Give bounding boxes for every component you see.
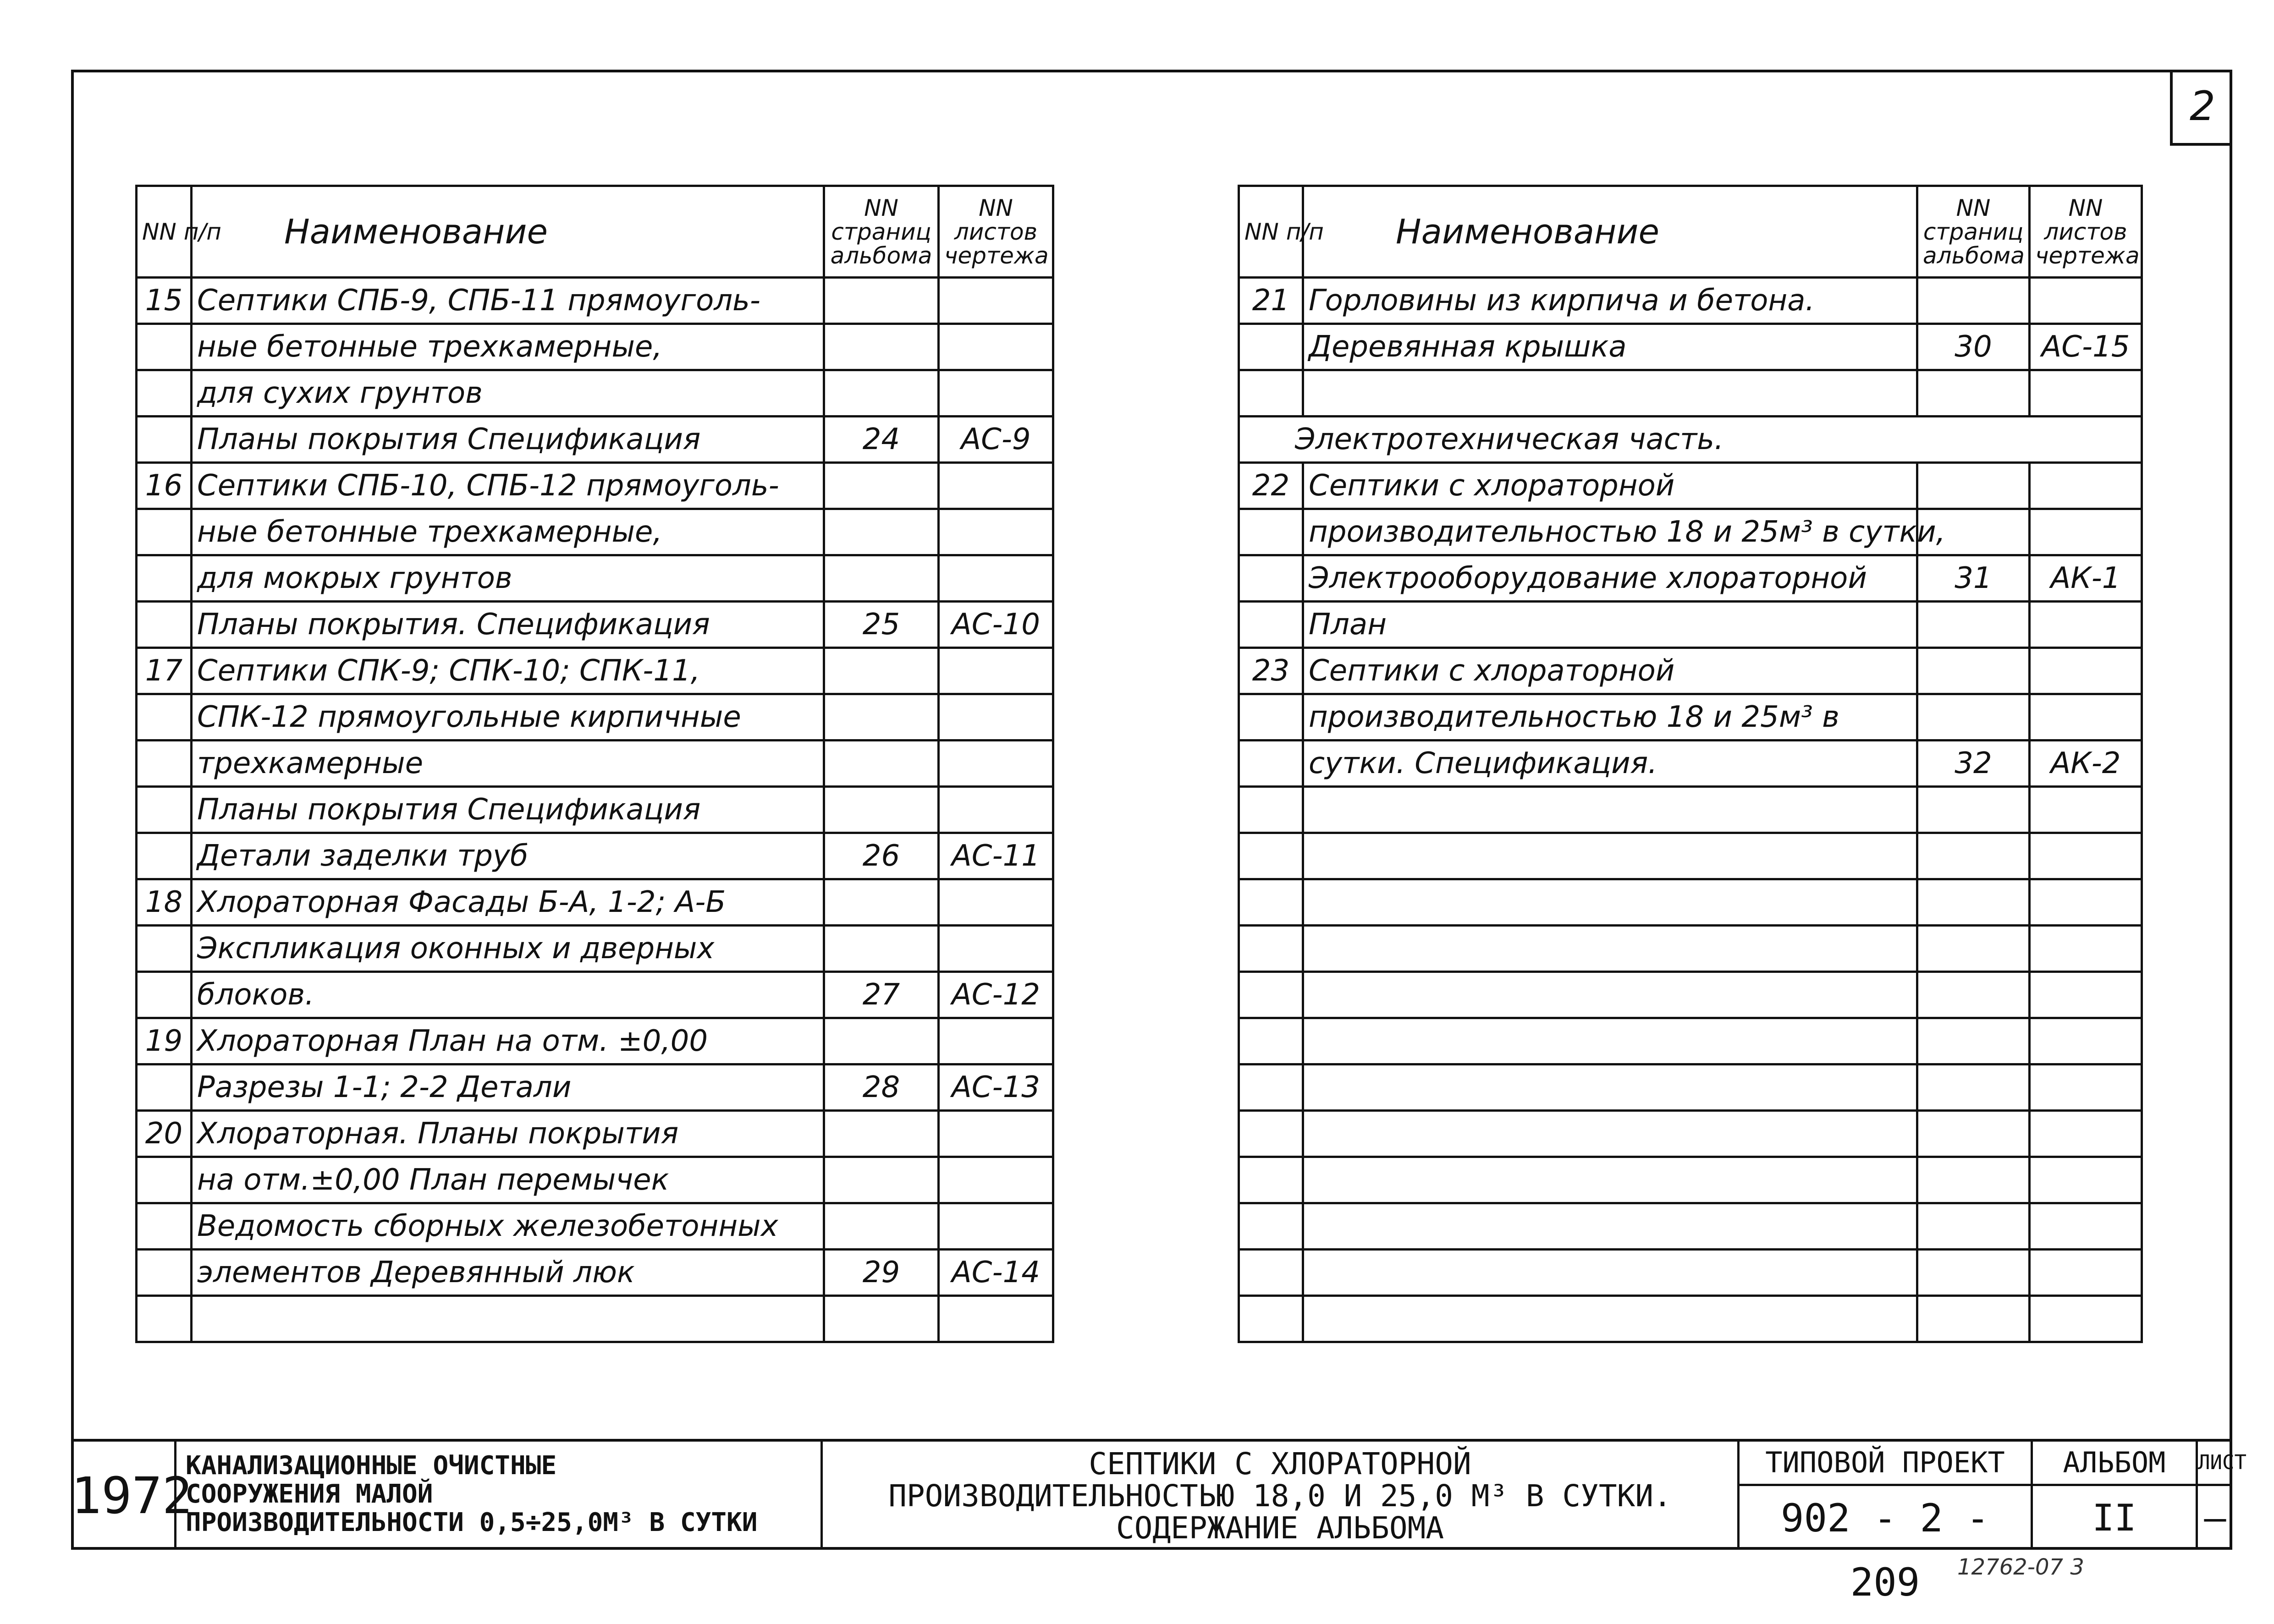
row-number: [1239, 555, 1303, 602]
row-sheet: [2030, 1018, 2142, 1064]
row-page: [1917, 1250, 2030, 1296]
contents-rows-right: [1239, 278, 2142, 1342]
row-page: [824, 555, 939, 602]
row-sheet: [939, 741, 1053, 787]
row-sheet: [2030, 833, 2142, 879]
table-row: [137, 1018, 1053, 1064]
row-sheet: АС-14: [939, 1250, 1053, 1296]
table-row: [1239, 972, 2142, 1018]
sheet-label: ЛИСТ: [2198, 1442, 2232, 1486]
drawing-title: [823, 1442, 1740, 1550]
project-label: ТИПОВОЙ ПРОЕКТ: [1740, 1442, 2031, 1486]
row-page: [1917, 1064, 2030, 1111]
row-name: для мокрых грунтов: [192, 555, 824, 602]
row-page: [1917, 370, 2030, 417]
row-number: 19: [137, 1018, 192, 1064]
row-page: [1917, 833, 2030, 879]
row-name: СПК-12 прямоугольные кирпичные: [192, 694, 824, 741]
table-row: [1239, 324, 2142, 370]
row-name: Деревянная крышка: [1303, 324, 1917, 370]
title-line: ПРОИЗВОДИТЕЛЬНОСТЬЮ 18,0 И 25,0 М³ В СУТКИ.: [888, 1478, 1672, 1514]
row-page: [1917, 1111, 2030, 1157]
table-row: [137, 787, 1053, 833]
organization-caption: [176, 1442, 823, 1550]
row-sheet: [2030, 694, 2142, 741]
table-row: [137, 1250, 1053, 1296]
row-sheet: [939, 879, 1053, 926]
title-line: СЕПТИКИ С ХЛОРАТОРНОЙ: [1089, 1446, 1471, 1481]
row-name: блоков.: [192, 972, 824, 1018]
row-sheet: АС-9: [939, 417, 1053, 463]
table-row: [137, 972, 1053, 1018]
row-name: элементов Деревянный люк: [192, 1250, 824, 1296]
row-number: [137, 602, 192, 648]
table-row: [1239, 1250, 2142, 1296]
table-row: [1239, 1203, 2142, 1250]
row-sheet: [2030, 879, 2142, 926]
album-cell: [2033, 1442, 2198, 1550]
row-number: [1239, 972, 1303, 1018]
row-name: [1303, 833, 1917, 879]
table-row: [137, 1064, 1053, 1111]
row-name: трехкамерные: [192, 741, 824, 787]
row-number: [137, 787, 192, 833]
row-number: [137, 417, 192, 463]
row-page: [1917, 648, 2030, 694]
table-row: [1239, 463, 2142, 509]
row-number: [137, 1296, 192, 1342]
table-row: [1239, 370, 2142, 417]
table-row: [137, 370, 1053, 417]
row-number: [1239, 833, 1303, 879]
row-name: для сухих грунтов: [192, 370, 824, 417]
row-page: [1917, 1157, 2030, 1203]
row-number: [137, 509, 192, 555]
row-name: Электрооборудование хлораторной: [1303, 555, 1917, 602]
sheet-number: 2: [2170, 70, 2232, 146]
table-row: [1239, 833, 2142, 879]
table-row: [1239, 879, 2142, 926]
row-sheet: [939, 787, 1053, 833]
row-page: 29: [824, 1250, 939, 1296]
table-row: [137, 555, 1053, 602]
row-number: [137, 555, 192, 602]
row-page: [824, 1296, 939, 1342]
org-line: ПРОИЗВОДИТЕЛЬНОСТИ 0,5÷25,0М³ В СУТКИ: [186, 1508, 758, 1537]
row-name: Хлораторная. Планы покрытия: [192, 1111, 824, 1157]
row-sheet: [939, 1157, 1053, 1203]
header-sheet: NN листов чертежа: [939, 186, 1053, 278]
row-name: Ведомость сборных железобетонных: [192, 1203, 824, 1250]
row-number: [137, 694, 192, 741]
row-sheet: [2030, 787, 2142, 833]
row-number: [1239, 787, 1303, 833]
table-row: [137, 879, 1053, 926]
table-row: [137, 741, 1053, 787]
row-page: [1917, 1296, 2030, 1342]
row-sheet: АК-1: [2030, 555, 2142, 602]
row-page: [1917, 694, 2030, 741]
row-number: 16: [137, 463, 192, 509]
row-number: 21: [1239, 278, 1303, 324]
org-line: КАНАЛИЗАЦИОННЫЕ ОЧИСТНЫЕ: [186, 1451, 557, 1481]
row-number: [1239, 1018, 1303, 1064]
row-name: [1303, 370, 1917, 417]
table-row: [1239, 648, 2142, 694]
row-sheet: [2030, 1157, 2142, 1203]
row-number: [137, 324, 192, 370]
row-number: [1239, 509, 1303, 555]
row-page: [1917, 879, 2030, 926]
row-page: [824, 694, 939, 741]
row-name: [1303, 1296, 1917, 1342]
row-number: [137, 926, 192, 972]
row-number: [1239, 926, 1303, 972]
row-number: [137, 972, 192, 1018]
row-sheet: [939, 1296, 1053, 1342]
row-page: 31: [1917, 555, 2030, 602]
row-sheet: [2030, 463, 2142, 509]
row-name: Хлораторная План на отм. ±0,00: [192, 1018, 824, 1064]
row-page: [824, 1111, 939, 1157]
row-page: [1917, 278, 2030, 324]
row-name: [192, 1296, 824, 1342]
row-page: [824, 741, 939, 787]
row-page: 30: [1917, 324, 2030, 370]
row-page: [824, 879, 939, 926]
row-page: [824, 278, 939, 324]
row-name: Планы покрытия Спецификация: [192, 417, 824, 463]
row-name: [1303, 1203, 1917, 1250]
row-sheet: [939, 370, 1053, 417]
row-sheet: [2030, 1203, 2142, 1250]
row-page: 27: [824, 972, 939, 1018]
header-sheet: NN листов чертежа: [2030, 186, 2142, 278]
row-name: Планы покрытия Спецификация: [192, 787, 824, 833]
row-page: [824, 926, 939, 972]
row-page: 26: [824, 833, 939, 879]
table-row: [137, 509, 1053, 555]
section-heading: Электротехническая часть.: [1239, 417, 2142, 463]
sheet-cell: [2198, 1442, 2246, 1550]
row-sheet: АС-11: [939, 833, 1053, 879]
row-sheet: [939, 509, 1053, 555]
row-name: [1303, 1018, 1917, 1064]
table-row: [1239, 694, 2142, 741]
row-number: [1239, 1157, 1303, 1203]
row-sheet: [939, 926, 1053, 972]
row-page: 24: [824, 417, 939, 463]
row-number: [137, 1064, 192, 1111]
contents-table-left: [135, 185, 1054, 1343]
row-name: [1303, 1111, 1917, 1157]
table-row: [137, 324, 1053, 370]
title-line: СОДЕРЖАНИЕ АЛЬБОМА: [1116, 1510, 1444, 1546]
row-sheet: [2030, 1064, 2142, 1111]
row-number: [1239, 602, 1303, 648]
row-page: [1917, 463, 2030, 509]
row-sheet: [939, 648, 1053, 694]
row-number: 15: [137, 278, 192, 324]
row-sheet: АС-15: [2030, 324, 2142, 370]
row-number: 22: [1239, 463, 1303, 509]
row-page: [1917, 1203, 2030, 1250]
row-name: Септики с хлораторной: [1303, 463, 1917, 509]
row-name: Планы покрытия. Спецификация: [192, 602, 824, 648]
row-page: [824, 1018, 939, 1064]
row-name: Экспликация оконных и дверных: [192, 926, 824, 972]
table-row: [1239, 509, 2142, 555]
header-num: NN п/п: [137, 186, 192, 278]
row-number: [1239, 324, 1303, 370]
table-row: [137, 648, 1053, 694]
org-line: СООРУЖЕНИЯ МАЛОЙ: [186, 1479, 433, 1509]
row-page: [1917, 787, 2030, 833]
row-number: [1239, 741, 1303, 787]
row-number: [137, 1203, 192, 1250]
row-name: [1303, 926, 1917, 972]
table-row: [1239, 787, 2142, 833]
table-row: [1239, 1111, 2142, 1157]
table-row: [1239, 1064, 2142, 1111]
row-sheet: АК-2: [2030, 741, 2142, 787]
row-page: [1917, 926, 2030, 972]
row-sheet: [939, 1018, 1053, 1064]
row-number: [1239, 370, 1303, 417]
inventory-mark: 12762-07 3: [1957, 1554, 2084, 1580]
row-number: [1239, 1064, 1303, 1111]
row-name: на отм.±0,00 План перемычек: [192, 1157, 824, 1203]
row-number: 23: [1239, 648, 1303, 694]
row-page: [824, 463, 939, 509]
table-row: [1239, 1018, 2142, 1064]
row-sheet: [939, 1111, 1053, 1157]
row-number: [1239, 1111, 1303, 1157]
row-page: 28: [824, 1064, 939, 1111]
table-row: [1239, 1157, 2142, 1203]
header-num: NN п/п: [1239, 186, 1303, 278]
row-number: [1239, 1296, 1303, 1342]
row-name: [1303, 972, 1917, 1018]
table-row: [137, 278, 1053, 324]
row-name: сутки. Спецификация.: [1303, 741, 1917, 787]
album-number: II: [2092, 1497, 2136, 1539]
row-page: [824, 324, 939, 370]
row-sheet: [2030, 370, 2142, 417]
row-name: Септики СПБ-10, СПБ-12 прямоуголь-: [192, 463, 824, 509]
row-sheet: [2030, 1250, 2142, 1296]
row-name: производительностью 18 и 25м³ в сутки,: [1303, 509, 1917, 555]
table-row: [1239, 417, 2142, 463]
row-page: [824, 1203, 939, 1250]
row-number: 18: [137, 879, 192, 926]
contents-table-right: [1238, 185, 2143, 1343]
row-sheet: АС-12: [939, 972, 1053, 1018]
row-name: Септики с хлораторной: [1303, 648, 1917, 694]
row-name: [1303, 787, 1917, 833]
row-number: [137, 833, 192, 879]
table-row: [137, 1111, 1053, 1157]
row-number: [1239, 1203, 1303, 1250]
album-label: АЛЬБОМ: [2033, 1442, 2196, 1486]
row-sheet: [2030, 648, 2142, 694]
table-row: [1239, 741, 2142, 787]
row-sheet: [2030, 972, 2142, 1018]
table-row: [137, 694, 1053, 741]
row-number: [1239, 694, 1303, 741]
row-number: 20: [137, 1111, 192, 1157]
table-row: [137, 1296, 1053, 1342]
row-name: ные бетонные трехкамерные,: [192, 509, 824, 555]
row-name: ные бетонные трехкамерные,: [192, 324, 824, 370]
row-sheet: [939, 555, 1053, 602]
year: 1972: [71, 1442, 176, 1550]
row-name: Септики СПК-9; СПК-10; СПК-11,: [192, 648, 824, 694]
row-sheet: [939, 324, 1053, 370]
row-sheet: [2030, 602, 2142, 648]
header-name: Наименование: [192, 186, 824, 278]
row-page: [1917, 602, 2030, 648]
row-number: [137, 370, 192, 417]
row-sheet: АС-10: [939, 602, 1053, 648]
row-name: Хлораторная Фасады Б-А, 1-2; А-Б: [192, 879, 824, 926]
row-name: Септики СПБ-9, СПБ-11 прямоуголь-: [192, 278, 824, 324]
row-page: [1917, 972, 2030, 1018]
row-sheet: [939, 1203, 1053, 1250]
table-row: [137, 926, 1053, 972]
table-row: [1239, 926, 2142, 972]
row-sheet: [2030, 509, 2142, 555]
row-page: [824, 370, 939, 417]
row-name: Детали заделки труб: [192, 833, 824, 879]
row-page: 32: [1917, 741, 2030, 787]
row-sheet: [939, 694, 1053, 741]
row-name: Горловины из кирпича и бетона.: [1303, 278, 1917, 324]
contents-rows-left: [137, 278, 1053, 1342]
table-row: [137, 602, 1053, 648]
row-page: 25: [824, 602, 939, 648]
table-row: [137, 417, 1053, 463]
table-row: [137, 833, 1053, 879]
row-name: [1303, 1064, 1917, 1111]
row-sheet: [2030, 1296, 2142, 1342]
table-row: [1239, 278, 2142, 324]
table-row: [137, 463, 1053, 509]
table-row: [1239, 602, 2142, 648]
row-number: [1239, 879, 1303, 926]
row-page: [824, 509, 939, 555]
row-name: Разрезы 1-1; 2-2 Детали: [192, 1064, 824, 1111]
row-number: [137, 741, 192, 787]
row-sheet: [2030, 278, 2142, 324]
row-sheet: [2030, 926, 2142, 972]
row-number: [137, 1157, 192, 1203]
header-page: NN страниц альбома: [824, 186, 939, 278]
row-name: План: [1303, 602, 1917, 648]
header-name: Наименование: [1303, 186, 1917, 278]
row-name: [1303, 1157, 1917, 1203]
row-name: производительностью 18 и 25м³ в: [1303, 694, 1917, 741]
row-page: [824, 648, 939, 694]
table-row: [137, 1203, 1053, 1250]
row-number: [137, 1250, 192, 1296]
row-page: [824, 1157, 939, 1203]
row-number: [1239, 1250, 1303, 1296]
row-name: [1303, 1250, 1917, 1296]
table-row: [1239, 1296, 2142, 1342]
row-number: 17: [137, 648, 192, 694]
row-page: [824, 787, 939, 833]
row-sheet: [939, 278, 1053, 324]
row-page: [1917, 1018, 2030, 1064]
header-page: NN страниц альбома: [1917, 186, 2030, 278]
project-number: 902 - 2 - 209: [1780, 1496, 1990, 1605]
row-sheet: АС-13: [939, 1064, 1053, 1111]
row-name: [1303, 879, 1917, 926]
table-row: [1239, 555, 2142, 602]
row-sheet: [939, 463, 1053, 509]
sheet-value: —: [2204, 1497, 2226, 1539]
table-row: [137, 1157, 1053, 1203]
row-sheet: [2030, 1111, 2142, 1157]
